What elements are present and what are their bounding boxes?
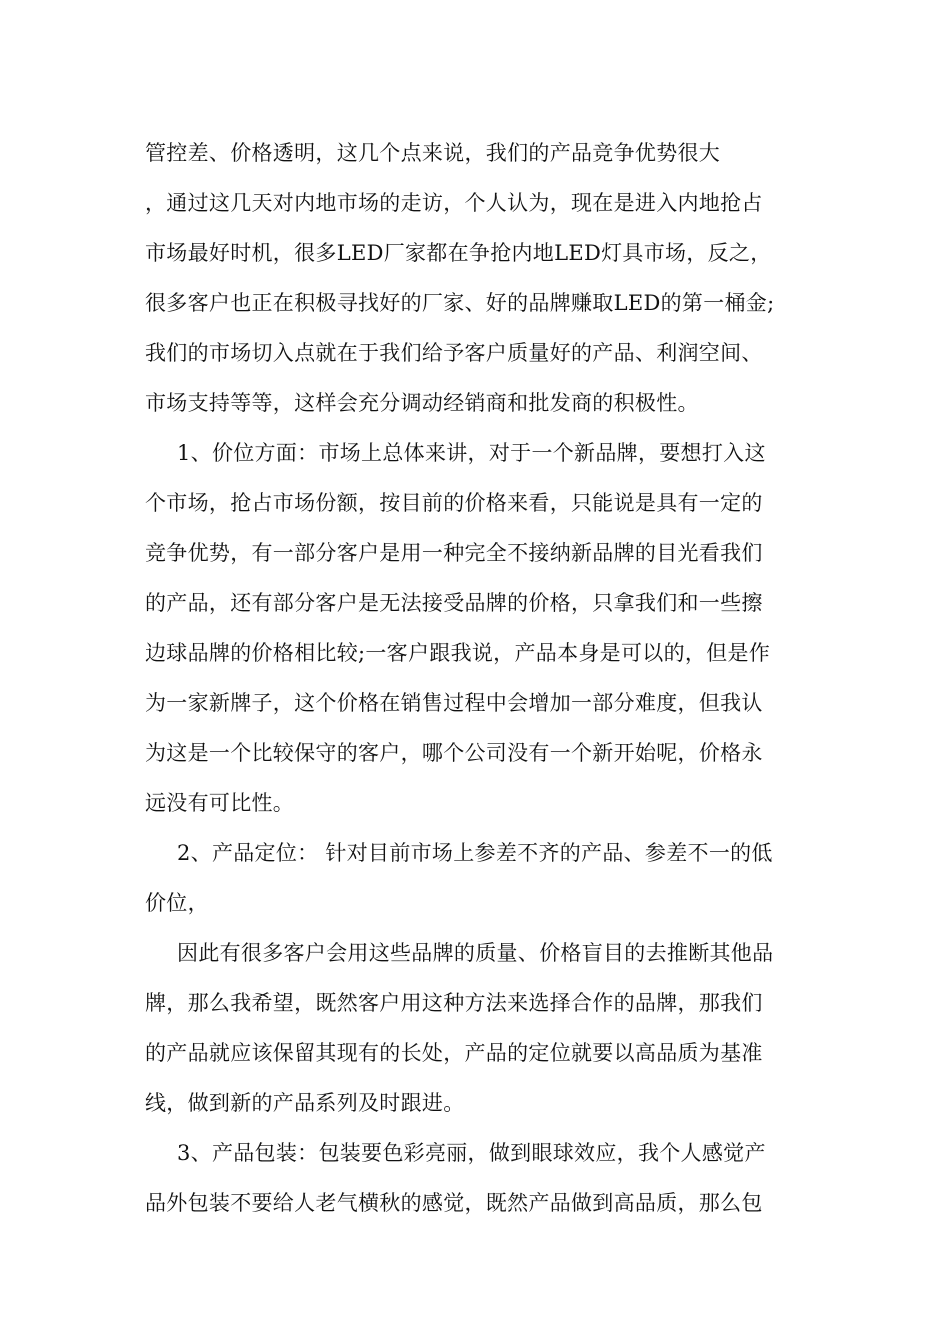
text-line-5: 我们的市场切入点就在于我们给予客户质量好的产品、利润空间、 xyxy=(145,341,763,365)
text-line-22: 品外包装不要给人老气横秋的感觉，既然产品做到高品质，那么包 xyxy=(145,1191,763,1215)
text-line-13: 为这是一个比较保守的客户，哪个公司没有一个新开始呢，价格永 xyxy=(145,741,763,765)
paragraph-price-start: 1、价位方面：市场上总体来讲，对于一个新品牌，要想打入这 xyxy=(177,441,766,465)
text-line-12: 为一家新牌子，这个价格在销售过程中会增加一部分难度，但我认 xyxy=(145,691,763,715)
text-line-6: 市场支持等等，这样会充分调动经销商和批发商的积极性。 xyxy=(145,391,699,415)
text-line-14: 远没有可比性。 xyxy=(145,791,295,815)
paragraph-packaging-start: 3、产品包装：包装要色彩亮丽，做到眼球效应，我个人感觉产 xyxy=(177,1141,766,1165)
text-line-2: ，通过这几天对内地市场的走访，个人认为，现在是进入内地抢占 xyxy=(145,191,763,215)
paragraph-positioning-start: 2、产品定位： 针对目前市场上参差不齐的产品、参差不一的低 xyxy=(177,841,773,865)
text-line-19: 的产品就应该保留其现有的长处，产品的定位就要以高品质为基准 xyxy=(145,1041,763,1065)
text-line-10: 的产品，还有部分客户是无法接受品牌的价格，只拿我们和一些擦 xyxy=(145,591,763,615)
text-line-8: 个市场，抢占市场份额，按目前的价格来看，只能说是具有一定的 xyxy=(145,491,763,515)
text-line-4: 很多客户也正在积极寻找好的厂家、好的品牌赚取LED的第一桶金; xyxy=(145,291,775,315)
text-line-11: 边球品牌的价格相比较;一客户跟我说，产品本身是可以的，但是作 xyxy=(145,641,771,665)
text-line-16: 价位， xyxy=(145,891,209,915)
paragraph-therefore-start: 因此有很多客户会用这些品牌的质量、价格盲目的去推断其他品 xyxy=(177,941,774,965)
text-line-3: 市场最好时机，很多LED厂家都在争抢内地LED灯具市场，反之， xyxy=(145,241,772,265)
text-line-18: 牌，那么我希望，既然客户用这种方法来选择合作的品牌，那我们 xyxy=(145,991,763,1015)
text-line-20: 线，做到新的产品系列及时跟进。 xyxy=(145,1091,465,1115)
text-line-9: 竞争优势，有一部分客户是用一种完全不接纳新品牌的目光看我们 xyxy=(145,541,763,565)
text-line-1: 管控差、价格透明，这几个点来说，我们的产品竞争优势很大 xyxy=(145,141,721,165)
